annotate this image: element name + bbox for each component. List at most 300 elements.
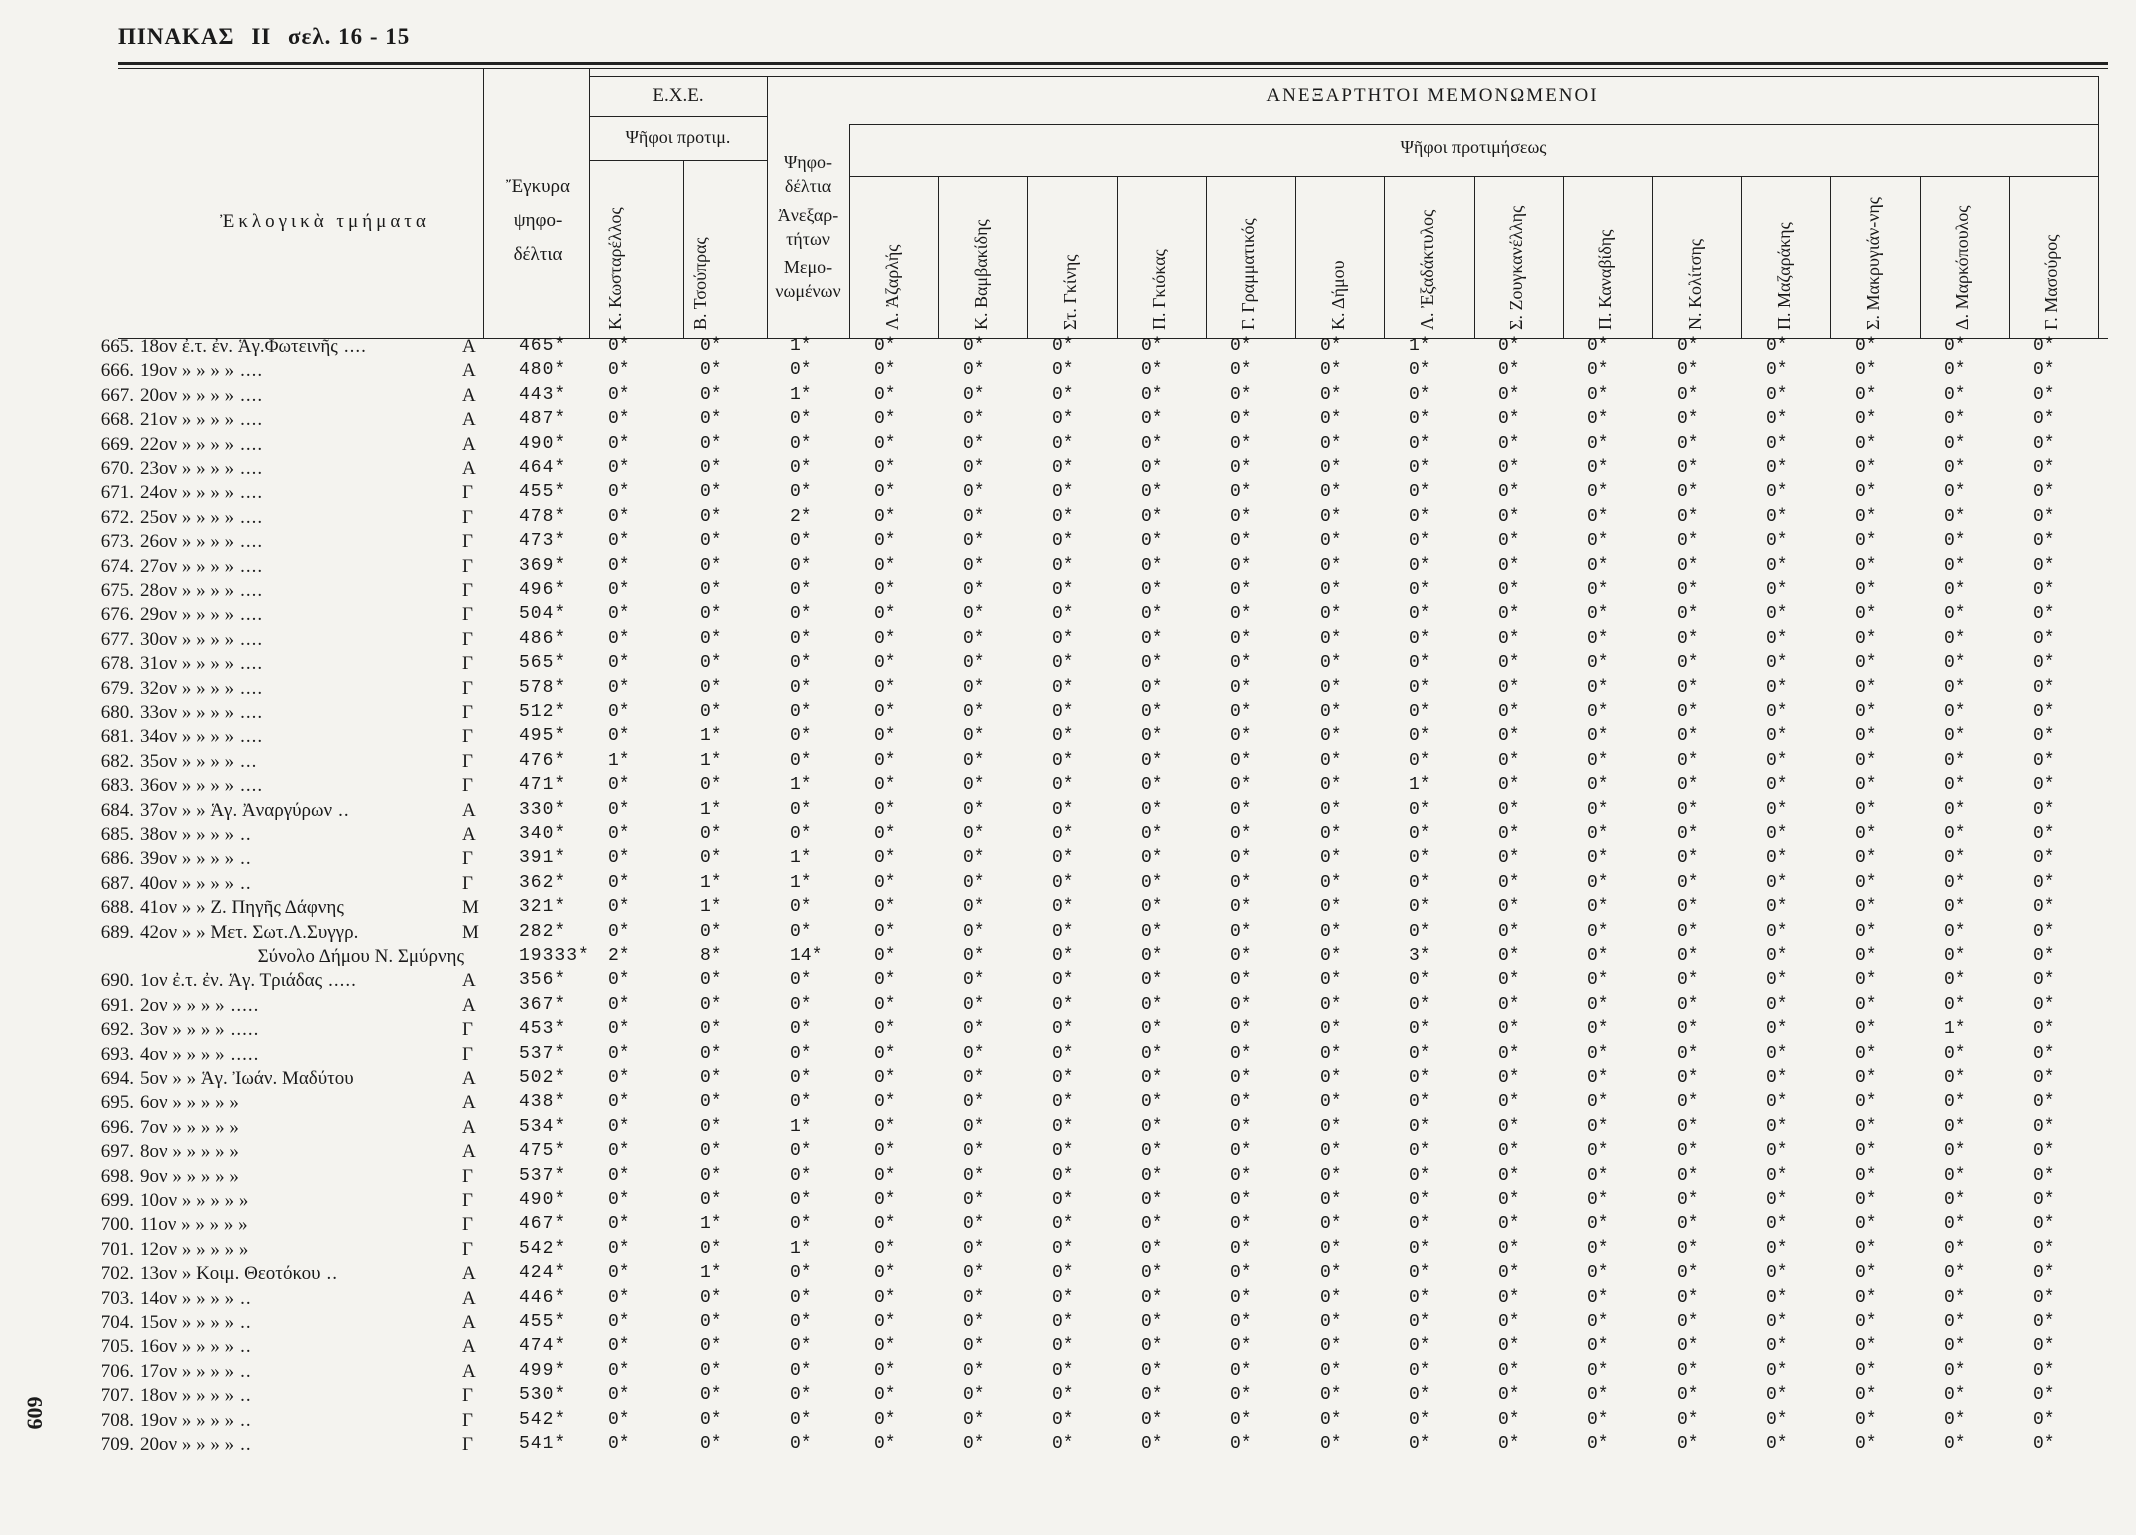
- row-number: 694.: [100, 1068, 134, 1089]
- table-row: [0, 1288, 2136, 1311]
- district-label: [140, 873, 472, 895]
- vote-cell: 0*: [1677, 1434, 1699, 1454]
- leader-dots: .....: [230, 994, 260, 1016]
- leader-dots: ..: [338, 799, 350, 821]
- vote-cell: 0*: [1677, 1287, 1699, 1308]
- row-number: 687.: [100, 872, 134, 894]
- vote-cell: 0*: [1587, 360, 1609, 381]
- vote-cell: 0*: [1052, 384, 1074, 405]
- district-name: 16ον » » » »: [140, 1336, 235, 1358]
- vote-cell: 0*: [1141, 336, 1163, 356]
- vote-cell: 0*: [1677, 1043, 1699, 1064]
- district-name: 12ον » » » » »: [140, 1238, 249, 1260]
- valid-ballots-cell: 455*: [519, 1312, 567, 1332]
- independents-header: ΑΝΕΞΑΡΤΗΤΟΙ ΜΕΜΟΝΩΜΕΝΟΙ: [1266, 85, 1599, 106]
- vote-cell: 0*: [1677, 726, 1699, 747]
- vote-cell: 0*: [1230, 1092, 1252, 1113]
- vote-cell: 0*: [1230, 1165, 1252, 1186]
- vote-cell: 0*: [1409, 726, 1431, 747]
- vote-cell: 0*: [1230, 799, 1252, 820]
- table-row: [0, 458, 2136, 481]
- district-name: 23ον » » » »: [140, 458, 235, 479]
- vote-cell: 0*: [608, 336, 630, 356]
- valid-ballots-cell: 443*: [519, 384, 567, 405]
- vote-cell: 0*: [1230, 946, 1252, 966]
- vote-cell: 0*: [790, 555, 812, 576]
- table-row: [0, 1019, 2136, 1042]
- ind-candidate-header: Σ. Ζουγκανέλλης: [1506, 205, 1526, 330]
- table-row: [0, 897, 2136, 920]
- vote-cell: 0*: [1052, 653, 1074, 674]
- leader-dots: ....: [240, 555, 264, 577]
- vote-cell: 0*: [790, 1409, 812, 1430]
- row-number: 666.: [100, 360, 134, 382]
- vote-cell: 0*: [1498, 1214, 1520, 1235]
- vote-cell: 0*: [1141, 1068, 1163, 1088]
- vote-cell: 0*: [790, 604, 812, 625]
- vote-cell: 0*: [1944, 970, 1966, 991]
- vote-cell: 0*: [1320, 1238, 1342, 1259]
- vote-cell: 0*: [1855, 360, 1877, 381]
- vote-cell: 0*: [1498, 824, 1520, 844]
- leader-dots: ....: [240, 458, 264, 479]
- vote-cell: 0*: [2033, 482, 2055, 503]
- leader-dots: ....: [343, 336, 367, 357]
- vote-cell: 0*: [1766, 409, 1788, 430]
- vote-cell: 0*: [1677, 1165, 1699, 1186]
- vote-cell: 0*: [1230, 360, 1252, 381]
- vote-cell: 0*: [874, 775, 896, 796]
- vote-cell: 0*: [1230, 702, 1252, 722]
- vote-cell: 0*: [1052, 1263, 1074, 1284]
- vote-cell: 0*: [1766, 750, 1788, 771]
- vote-cell: 0*: [700, 1165, 722, 1186]
- vote-cell: 0*: [2033, 360, 2055, 381]
- vote-cell: 0*: [1587, 750, 1609, 771]
- district-class: Γ: [462, 1214, 473, 1236]
- vote-cell: 0*: [1230, 1409, 1252, 1430]
- vote-cell: 0*: [963, 750, 985, 771]
- vote-cell: 0*: [1944, 433, 1966, 454]
- vote-cell: 0*: [1766, 1141, 1788, 1162]
- district-name: 1ον ἐ.τ. ἐν. Ἁγ. Τριάδας: [140, 970, 323, 992]
- vote-cell: 0*: [1409, 1116, 1431, 1137]
- vote-cell: 0*: [1320, 433, 1342, 454]
- row-number: 685.: [100, 824, 134, 845]
- district-label: [140, 1166, 472, 1188]
- vote-cell: 0*: [1141, 872, 1163, 893]
- vote-cell: 0*: [1498, 409, 1520, 430]
- exe-header: Ε.Χ.Ε.: [652, 85, 704, 106]
- district-name: 2ον » » » »: [140, 994, 225, 1016]
- leader-dots: ...: [240, 750, 258, 772]
- district-name: 37ον » » Ἁγ. Ἀναργύρων: [140, 799, 333, 821]
- district-label: [140, 1336, 472, 1358]
- district-label: [140, 751, 472, 773]
- vote-cell: 0*: [700, 1434, 722, 1454]
- vote-cell: 0*: [1766, 1287, 1788, 1308]
- vote-cell: 0*: [1766, 458, 1788, 478]
- vote-cell: 0*: [963, 872, 985, 893]
- vote-cell: 0*: [1320, 872, 1342, 893]
- vote-cell: 0*: [608, 628, 630, 649]
- vote-cell: 0*: [790, 360, 812, 381]
- vote-cell: 0*: [1320, 750, 1342, 771]
- district-class: Γ: [462, 555, 473, 577]
- valid-ballots-cell: 530*: [519, 1385, 567, 1406]
- vote-cell: 0*: [2033, 433, 2055, 454]
- vote-cell: 0*: [1141, 1360, 1163, 1381]
- vote-cell: 0*: [1052, 897, 1074, 918]
- ind-candidate-header: Π. Καναβίδης: [1595, 229, 1615, 330]
- valid-ballots-cell: 499*: [519, 1360, 567, 1381]
- leader-dots: ....: [240, 433, 264, 455]
- vote-cell: 0*: [963, 1092, 985, 1113]
- district-class: Γ: [462, 628, 473, 650]
- valid-ballots-cell: 473*: [519, 531, 567, 552]
- vote-cell: 0*: [2033, 824, 2055, 844]
- page-number: 609: [22, 1396, 48, 1430]
- vote-cell: 0*: [1498, 872, 1520, 893]
- leader-dots: ....: [240, 409, 264, 431]
- table-row: [0, 848, 2136, 871]
- vote-cell: 0*: [1855, 1141, 1877, 1162]
- vote-cell: 0*: [1409, 1092, 1431, 1113]
- vote-cell: 0*: [1944, 1238, 1966, 1259]
- vote-cell: 0*: [790, 702, 812, 722]
- vote-cell: 0*: [1855, 506, 1877, 527]
- title-roman: II: [251, 24, 272, 49]
- vote-cell: 0*: [1587, 506, 1609, 527]
- vote-cell: 0*: [1052, 799, 1074, 820]
- vote-cell: 0*: [874, 1043, 896, 1064]
- vote-cell: 0*: [2033, 384, 2055, 405]
- vote-cell: 0*: [1498, 848, 1520, 869]
- vote-cell: 0*: [1944, 1116, 1966, 1137]
- vote-cell: 0*: [700, 1360, 722, 1381]
- district-name: 15ον » » » »: [140, 1312, 235, 1333]
- vote-cell: 0*: [608, 1409, 630, 1430]
- vote-cell: 0*: [1498, 1068, 1520, 1088]
- vote-cell: 0*: [1320, 1336, 1342, 1357]
- leader-dots: ....: [240, 482, 264, 504]
- vote-cell: 0*: [1855, 555, 1877, 576]
- row-number: 674.: [100, 555, 134, 577]
- district-name: Σύνολο Δήμου Ν. Σμύρνης: [257, 946, 464, 967]
- vote-cell: 0*: [1766, 775, 1788, 796]
- vote-cell: 0*: [700, 1287, 722, 1308]
- table-row: [0, 482, 2136, 505]
- vote-cell: 0*: [1230, 1385, 1252, 1406]
- vote-cell: 0*: [1944, 946, 1966, 966]
- vote-cell: 0*: [1052, 726, 1074, 747]
- vote-cell: 0*: [1230, 1190, 1252, 1210]
- table-row: [0, 824, 2136, 847]
- valid-ballots-cell: 475*: [519, 1141, 567, 1162]
- vote-cell: 0*: [1587, 677, 1609, 698]
- vote-cell: 0*: [1052, 1385, 1074, 1406]
- district-name: 18ον ἐ.τ. ἐν. Ἁγ.Φωτεινῆς: [140, 336, 338, 357]
- vote-cell: 0*: [1052, 604, 1074, 625]
- vote-cell: 0*: [1944, 336, 1966, 356]
- vote-cell: 0*: [874, 702, 896, 722]
- vote-cell: 0*: [1230, 482, 1252, 503]
- valid-ballots-cell: 490*: [519, 433, 567, 454]
- vote-cell: 0*: [1052, 628, 1074, 649]
- vote-cell: 0*: [1677, 531, 1699, 552]
- sep: [683, 160, 684, 338]
- district-class: Α: [462, 409, 476, 431]
- district-class: Α: [462, 1068, 476, 1089]
- vote-cell: 0*: [1677, 799, 1699, 820]
- table-row: [0, 336, 2136, 359]
- vote-cell: 0*: [1409, 409, 1431, 430]
- district-name: 25ον » » » »: [140, 506, 235, 528]
- vote-cell: 0*: [1855, 336, 1877, 356]
- vote-cell: 0*: [700, 1019, 722, 1040]
- leader-dots: ....: [240, 677, 264, 699]
- district-label: [140, 507, 472, 529]
- vote-cell: 0*: [700, 1116, 722, 1137]
- vote-cell: 0*: [1677, 628, 1699, 649]
- vote-cell: 0*: [874, 458, 896, 478]
- vote-cell: 0*: [874, 409, 896, 430]
- vote-cell: 0*: [1052, 1287, 1074, 1308]
- vote-cell: 0*: [1677, 946, 1699, 966]
- vote-cell: 0*: [1766, 1360, 1788, 1381]
- vote-cell: 0*: [1766, 897, 1788, 918]
- vote-cell: 0*: [1677, 1263, 1699, 1284]
- vote-cell: 0*: [1855, 1263, 1877, 1284]
- district-class: Γ: [462, 775, 473, 797]
- vote-cell: 0*: [1498, 1238, 1520, 1259]
- vote-cell: 0*: [608, 653, 630, 674]
- vote-cell: 0*: [1230, 1287, 1252, 1308]
- vote-cell: 0*: [1766, 1385, 1788, 1406]
- vote-cell: 0*: [608, 799, 630, 820]
- vote-cell: 0*: [963, 1068, 985, 1088]
- vote-cell: 0*: [1141, 1190, 1163, 1210]
- row-number: 689.: [100, 921, 134, 943]
- district-label: [140, 531, 472, 553]
- vote-cell: 0*: [1677, 1190, 1699, 1210]
- vote-cell: 0*: [790, 580, 812, 600]
- vote-cell: 0*: [790, 1092, 812, 1113]
- vote-cell: 14*: [790, 946, 823, 966]
- vote-cell: 0*: [1141, 1092, 1163, 1113]
- vote-cell: 0*: [1855, 1360, 1877, 1381]
- vote-cell: 0*: [1944, 604, 1966, 625]
- row-number: 706.: [100, 1360, 134, 1382]
- row-number: 684.: [100, 799, 134, 821]
- table-row: [0, 1336, 2136, 1359]
- vote-cell: 0*: [1141, 482, 1163, 503]
- vote-cell: 0*: [1855, 1238, 1877, 1259]
- district-class: Γ: [462, 872, 473, 894]
- vote-cell: 0*: [700, 994, 722, 1015]
- vote-cell: 0*: [1320, 653, 1342, 674]
- vote-cell: 0*: [2033, 1019, 2055, 1040]
- vote-cell: 0*: [2033, 677, 2055, 698]
- vote-cell: 0*: [608, 1116, 630, 1137]
- row-number: 665.: [100, 336, 134, 357]
- vote-cell: 0*: [874, 1287, 896, 1308]
- vote-cell: 1*: [700, 872, 722, 893]
- vote-cell: 1*: [1409, 336, 1431, 356]
- district-name: 5ον » » Ἁγ. Ἰωάν. Μαδύτου: [140, 1068, 354, 1089]
- vote-cell: 0*: [1766, 555, 1788, 576]
- vote-cell: 0*: [1052, 702, 1074, 722]
- valid-ballots-cell: 502*: [519, 1068, 567, 1088]
- district-name: 31ον » » » »: [140, 653, 235, 675]
- vote-cell: 0*: [1677, 580, 1699, 600]
- vote-cell: 0*: [700, 1385, 722, 1406]
- vote-cell: 0*: [963, 1019, 985, 1040]
- vote-cell: 0*: [1944, 384, 1966, 405]
- vote-cell: 0*: [1230, 1238, 1252, 1259]
- vote-cell: 0*: [1587, 946, 1609, 966]
- vote-cell: 0*: [1052, 1214, 1074, 1235]
- row-number: 682.: [100, 750, 134, 772]
- vote-cell: 0*: [1766, 726, 1788, 747]
- valid-ballots-cell: 541*: [519, 1434, 567, 1454]
- vote-cell: 0*: [1409, 1238, 1431, 1259]
- vote-cell: 0*: [1409, 970, 1431, 991]
- vote-cell: 0*: [963, 506, 985, 527]
- vote-cell: 0*: [2033, 1068, 2055, 1088]
- vote-cell: 0*: [1230, 750, 1252, 771]
- vote-cell: 0*: [608, 1019, 630, 1040]
- vote-cell: 0*: [874, 531, 896, 552]
- district-label: [140, 653, 472, 675]
- ind-candidate-header: Λ. Ἐξαδάκτυλος: [1417, 209, 1437, 330]
- vote-cell: 0*: [1498, 384, 1520, 405]
- vote-cell: 0*: [1230, 384, 1252, 405]
- vote-cell: 0*: [1766, 1190, 1788, 1210]
- valid-ballots-cell: 369*: [519, 555, 567, 576]
- district-name: 28ον » » » »: [140, 580, 235, 601]
- district-class: Γ: [462, 677, 473, 699]
- vote-cell: 0*: [790, 531, 812, 552]
- vote-cell: 0*: [1230, 970, 1252, 991]
- vote-cell: 0*: [700, 360, 722, 381]
- vote-cell: 0*: [1320, 775, 1342, 796]
- vote-cell: 0*: [700, 1238, 722, 1259]
- vote-cell: 0*: [1855, 1312, 1877, 1332]
- vote-cell: 0*: [1498, 336, 1520, 356]
- vote-cell: 0*: [1320, 506, 1342, 527]
- vote-cell: 0*: [1141, 750, 1163, 771]
- district-name: 19ον » » » »: [140, 1409, 235, 1431]
- vote-cell: 0*: [2033, 897, 2055, 918]
- vote-cell: 0*: [1141, 897, 1163, 918]
- vote-cell: 0*: [700, 848, 722, 869]
- vote-cell: 1*: [790, 775, 812, 796]
- vote-cell: 0*: [1141, 970, 1163, 991]
- valid-ballots-cell: 467*: [519, 1214, 567, 1235]
- valid-ballots-cell: 565*: [519, 653, 567, 674]
- vote-cell: 2*: [790, 506, 812, 527]
- valid-ballots-cell: 438*: [519, 1092, 567, 1113]
- vote-cell: 0*: [1409, 1336, 1431, 1357]
- vote-cell: 0*: [790, 1043, 812, 1064]
- vote-cell: 0*: [700, 336, 722, 356]
- vote-cell: 0*: [1320, 604, 1342, 625]
- vote-cell: 0*: [963, 994, 985, 1015]
- vote-cell: 0*: [2033, 1190, 2055, 1210]
- vote-cell: 0*: [1141, 604, 1163, 625]
- vote-cell: 0*: [790, 458, 812, 478]
- vote-cell: 0*: [1320, 1214, 1342, 1235]
- vote-cell: 0*: [608, 726, 630, 747]
- vote-cell: 0*: [1498, 628, 1520, 649]
- vote-cell: 0*: [1944, 409, 1966, 430]
- vote-cell: 0*: [1677, 409, 1699, 430]
- vote-cell: 0*: [1766, 1019, 1788, 1040]
- district-name: 18ον » » » »: [140, 1385, 235, 1407]
- sep: [1474, 176, 1475, 338]
- vote-cell: 0*: [1587, 1409, 1609, 1430]
- row-number: 707.: [100, 1385, 134, 1407]
- leader-dots: ....: [240, 506, 264, 528]
- vote-cell: 0*: [1766, 1434, 1788, 1454]
- vote-cell: 0*: [2033, 994, 2055, 1015]
- vote-cell: 0*: [1855, 726, 1877, 747]
- vote-cell: 0*: [790, 1214, 812, 1235]
- vote-cell: 0*: [1052, 1043, 1074, 1064]
- vote-cell: 0*: [1677, 1116, 1699, 1137]
- sep: [1741, 176, 1742, 338]
- table-row: [0, 995, 2136, 1018]
- vote-cell: 0*: [1498, 1287, 1520, 1308]
- vote-cell: 0*: [1230, 336, 1252, 356]
- vote-cell: 1*: [700, 726, 722, 747]
- vote-cell: 0*: [963, 1238, 985, 1259]
- vote-cell: 0*: [1766, 1263, 1788, 1284]
- vote-cell: 0*: [608, 433, 630, 454]
- vote-cell: 0*: [1855, 702, 1877, 722]
- vote-cell: 0*: [608, 1190, 630, 1210]
- vote-cell: 0*: [1498, 1092, 1520, 1113]
- vote-cell: 0*: [608, 921, 630, 942]
- vote-cell: 0*: [790, 1141, 812, 1162]
- vote-cell: 0*: [2033, 1116, 2055, 1137]
- vote-cell: 0*: [1141, 506, 1163, 527]
- vote-cell: 0*: [790, 750, 812, 771]
- vote-cell: 0*: [1944, 1385, 1966, 1406]
- table-row: [0, 1166, 2136, 1189]
- vote-cell: 0*: [1141, 1165, 1163, 1186]
- vote-cell: 0*: [1052, 1312, 1074, 1332]
- table-row: [0, 1092, 2136, 1115]
- vote-cell: 0*: [874, 1141, 896, 1162]
- table-row: [0, 531, 2136, 554]
- vote-cell: 0*: [2033, 1043, 2055, 1064]
- vote-cell: 3*: [1409, 946, 1431, 966]
- vote-cell: 0*: [1855, 1409, 1877, 1430]
- vote-cell: 0*: [1498, 1434, 1520, 1454]
- vote-cell: 1*: [1409, 775, 1431, 796]
- row-number: 704.: [100, 1312, 134, 1333]
- vote-cell: 0*: [1320, 848, 1342, 869]
- table-row: [0, 434, 2136, 457]
- vote-cell: 0*: [1052, 482, 1074, 503]
- vote-cell: 0*: [1141, 653, 1163, 674]
- vote-cell: 0*: [963, 1263, 985, 1284]
- vote-cell: 0*: [874, 799, 896, 820]
- vote-cell: 0*: [1320, 1043, 1342, 1064]
- vote-cell: 0*: [963, 628, 985, 649]
